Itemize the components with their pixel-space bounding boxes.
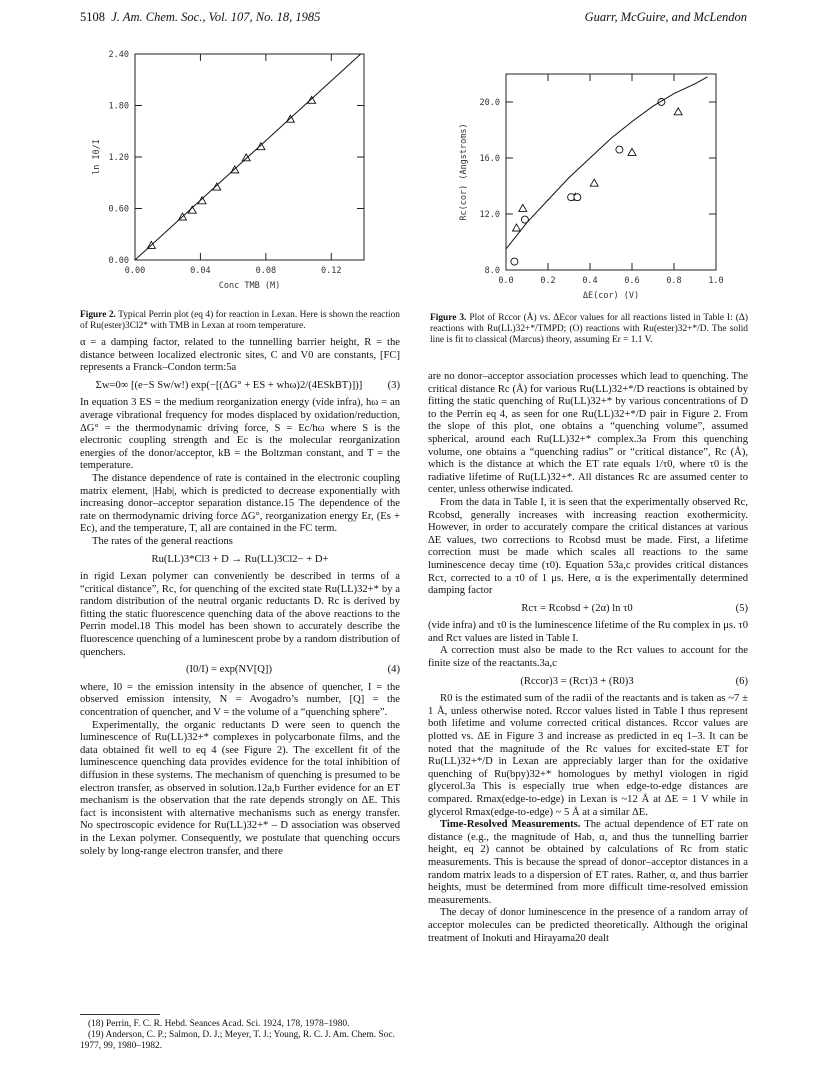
data-point-triangle — [198, 197, 206, 204]
data-point-circle — [616, 146, 623, 153]
x-tick-label: 0.4 — [582, 276, 598, 286]
x-tick-label: 0.6 — [624, 276, 640, 286]
data-point-triangle — [513, 224, 521, 231]
journal-citation: J. Am. Chem. Soc., Vol. 107, No. 18, 1985 — [111, 10, 321, 24]
reference-18: (18) Perrin, F. C. R. Hebd. Seances Acad. Sci. 1924, 178, 1978–1980. — [88, 1019, 350, 1029]
equation-body: Σw=0∞ [(e−S Sw/w!) exp(−[(ΔG° + ES + whω)2/(4ESkBT)])] — [95, 379, 363, 391]
x-tick-label: 0.8 — [666, 276, 682, 286]
equation-body: (I0/I) = exp(NV[Q]) — [186, 664, 272, 676]
x-axis-label: Conc TMB (M) — [218, 281, 281, 291]
y-axis-label: Rc(cor) (Angstroms) — [459, 123, 469, 221]
header-authors: Guarr, McGuire, and McLendon — [584, 10, 747, 24]
header-left — [80, 10, 320, 25]
reference-19: (19) Anderson, C. P.; Salmon, D. J.; Meyer, T. J.; Young, R. C. J. Am. Chem. Soc. 1977, 99, 1980–1982. — [80, 1030, 395, 1051]
y-tick-label: 1.20 — [108, 153, 129, 163]
equation-number: (4) — [387, 664, 400, 676]
paragraph: The distance dependence of rate is contained in the electronic coupling matrix element, |Hab|, which is predicted to decrease exponentially with increasing donor–acceptor separation distance.15 The dependence of the rate on thermodynamic driving force ΔG°, reorganization energy Er, (Es + Ec), and the temperature, T, all are contained in the FC term. — [80, 472, 400, 535]
data-point-triangle — [674, 108, 682, 115]
reaction-equation — [80, 554, 400, 567]
y-tick-label: 12.0 — [479, 210, 500, 220]
paragraph: In equation 3 ES = the medium reorganization energy (vide infra), hω = an average vibrational frequency for modes displaced by oxidation/reduction, ΔG° = the thermodynamic driving force, S = Ec/hω where S is the electronic coupling strength and Ec is the molecular reorganization energies of the donor/acceptor, kB = the Boltzman constant, and T = the temperature. — [80, 397, 400, 472]
paragraph: A correction must also be made to the Rcτ values to account for the finite size of the reactants.3a,c — [428, 645, 748, 670]
figure-2-chart — [80, 44, 380, 306]
paragraph: From the data in Table I, it is seen that the experimentally observed Rc, Rcobsd, generally increases with increasing reaction exothermicity. However, in order to accurately compare the critical distances at various ΔE values, two corrections to Rcobsd must be made. First, a lifetime correction must be made which scales all reactions to the same luminescence decay time (τ0). Equation 53a,c provides critical distances Rcτ, corrected to a τ0 of 1 μs. Here, α is the experimentally determined damping factor — [428, 496, 748, 597]
x-axis-label: ΔE(cor) (V) — [582, 291, 640, 301]
equation-number: (6) — [735, 675, 748, 687]
figure-3-label: Figure 3. — [430, 313, 467, 323]
equation-6 — [428, 676, 748, 689]
paragraph: The rates of the general reactions — [92, 535, 233, 547]
figure-3-caption — [430, 313, 748, 346]
data-point-circle — [511, 258, 518, 265]
paragraph: The decay of donor luminescence in the presence of a random array of acceptor molecules can be predicted theoretically. Although the original treatment of Inokuti and Hirayama20 dealt — [428, 907, 748, 944]
paragraph: The actual dependence of ET rate on distance (e.g., the magnitude of Hab, α, and thus the tunnelling barrier height, eq 2) cannot be obtained by calculations of Rc from static measurements. This is because the spread of donor–acceptor distances in a random matrix leads to a dispersion of ET rates. Rather, α, and thus barrier heights, must be determined from more difficult time-resolved emission measurements. — [428, 819, 748, 906]
y-tick-label: 1.80 — [108, 101, 129, 112]
footnotes — [80, 1008, 400, 1052]
fit-line — [506, 77, 708, 249]
equation-body: Rcτ = Rcobsd + (2α) ln τ0 — [521, 602, 633, 614]
y-tick-label: 16.0 — [479, 154, 500, 164]
paragraph: are no donor–acceptor association processes which lead to quenching. The critical distance Rc (Å) for various Ru(LL)32+*/D reactions is obtained by fitting the static quenching of Ru(LL)32+* by various concentrations of D to the Perrin eq 4, as seen for one Ru(LL)32+*/D pair in Figure 2. From the slope of this plot, one obtains a “quenching volume”, assumed spherical, around each Ru(LL)32+* complex.3a From this quenching volume, one obtains a “quenching radius” or “critical distance”, Rc (Å), which is the distance at which the ET rate equals 1/τ0, where τ0 is the radiative lifetime of Ru(LL)32+*. All distances Rc are assumed center to center, unless otherwise indicated. — [428, 371, 748, 496]
equation-number: (3) — [387, 379, 400, 391]
paragraph: α = a damping factor, related to the tunnelling barrier height, R = the distance between localized electronic sites, C and V0 are constants, [FC] represents a Franck–Condon term:5a — [80, 337, 400, 374]
y-tick-label: 0.60 — [108, 204, 129, 215]
running-header — [80, 10, 747, 30]
figure-2-label: Figure 2. — [80, 310, 116, 320]
equation-5 — [428, 603, 748, 616]
data-point-triangle — [242, 154, 250, 161]
y-tick-label: 0.00 — [108, 256, 129, 266]
equation-body: (Rccor)3 = (Rcτ)3 + (R0)3 — [520, 675, 634, 687]
data-point-circle — [574, 194, 581, 201]
x-tick-label: 0.0 — [498, 276, 514, 286]
figure-3-caption-text: Plot of Rccor (Å) vs. ΔEcor values for all reactions listed in Table I: (Δ) reactions with Ru(LL)32+*/TMPD; (O) reactions with Ru(ester)32+*/D. The solid line is fit to classical (Marcus) theory, assuming Er = 1.1 V. — [430, 313, 749, 345]
data-point-triangle — [519, 204, 527, 211]
fit-line — [135, 54, 361, 260]
page-number: 5108 — [80, 10, 105, 24]
data-point-triangle — [628, 148, 636, 155]
y-tick-label: 20.0 — [479, 98, 500, 108]
x-tick-label: 1.0 — [708, 276, 724, 286]
x-tick-label: 0.2 — [540, 276, 556, 286]
section-heading: Time-Resolved Measurements. — [440, 819, 581, 831]
y-tick-label: 2.40 — [108, 50, 129, 60]
paragraph: R0 is the estimated sum of the radii of the reactants and is taken as ~7 ± 1 Å, unless otherwise noted. Rccor values listed in Table I thus represent both lifetime and volume corrected critical distances. Rccor values are plotted vs. ΔE in Figure 3 and increase as predicted in eq 1–3. It can be noted that the magnitude of the Rc values for excited-state ET for Ru(LL)32+*/D in Lexan are appreciably larger than for the oxidative quenching of Ru(bpy)32+* homologues by methyl viologen in rigid glycerol.3a This is especially true when edge-to-edge distances are compared. Rmax(edge-to-edge) in Lexan is ~12 Å at ΔE = 1 V while in glycerol Rmax(edge-to-edge) ~ 5 Å at a similar ΔE. — [428, 693, 748, 818]
x-tick-label: 0.08 — [255, 266, 277, 276]
data-point-triangle — [257, 143, 265, 150]
equation-3 — [80, 380, 400, 393]
data-point-triangle — [308, 96, 316, 103]
equation-4 — [80, 664, 400, 677]
x-tick-label: 0.12 — [321, 266, 342, 276]
equation-number: (5) — [735, 602, 748, 614]
paragraph: (vide infra) and τ0 is the luminescence lifetime of the Ru complex in μs. τ0 and Rcτ values are listed in Table I. — [428, 620, 748, 644]
paragraph: in rigid Lexan polymer can conveniently be described in terms of a “critical distance”, Rc, for quenching of the excited state Ru(LL)32+* by a random distribution of the neutral organic reductants D. Rc is derived by fitting the static fluorescence quenching data of the above reactions to the Perrin model.18 This model has been shown to accurately describe the fluorescence quenching of a luminescent probe by a random distribution of quenchers. — [80, 571, 400, 658]
paragraph: where, I0 = the emission intensity in the absence of quencher, I = the observed emission intensity, N = Avogadro’s number, [Q] = the concentration of quencher, and V = the volume of a “quenching sphere”. — [80, 681, 400, 719]
x-tick-label: 0.04 — [190, 266, 211, 276]
figure-3-chart — [440, 60, 740, 310]
data-point-triangle — [213, 183, 221, 190]
right-column — [428, 371, 748, 945]
figure-2-caption — [80, 310, 400, 332]
equation-body: Ru(LL)3*Cl3 + D → Ru(LL)3Cl2− + D+ — [151, 553, 329, 565]
paragraph: Experimentally, the organic reductants D were seen to quench the luminescence of Ru(LL)32+* complexes in polycarbonate films, and the data obtained fit well to eq 4 (see Figure 2). The excellent fit of the luminescence quenching data provides evidence for the total inhibition of diffusion in these systems. The mechanism of quenching is presumed to be electron transfer, as observed in solution.12a,b Further evidence for an ET mechanism is the observation that the rate depends strongly on ΔE. This fact is inconsistent with alternative mechanisms such as energy transfer. No spectroscopic evidence for Ru(LL)32+* – D association was observed in the Lexan polymer. Consequently, we postulate that quenching occurs solely by long-range electron transfer, and there — [80, 719, 400, 857]
figure-2-caption-text: Typical Perrin plot (eq 4) for reaction in Lexan. Here is shown the reaction of Ru(ester)3Cl2* with TMB in Lexan at room temperature. — [80, 310, 400, 331]
x-tick-label: 0.00 — [124, 266, 146, 276]
footnote-rule — [80, 1014, 160, 1015]
y-tick-label: 8.0 — [484, 266, 500, 276]
plot-frame — [506, 74, 716, 270]
y-axis-label: ln I0/I — [92, 139, 102, 175]
data-point-triangle — [590, 179, 598, 186]
left-column — [80, 337, 400, 858]
